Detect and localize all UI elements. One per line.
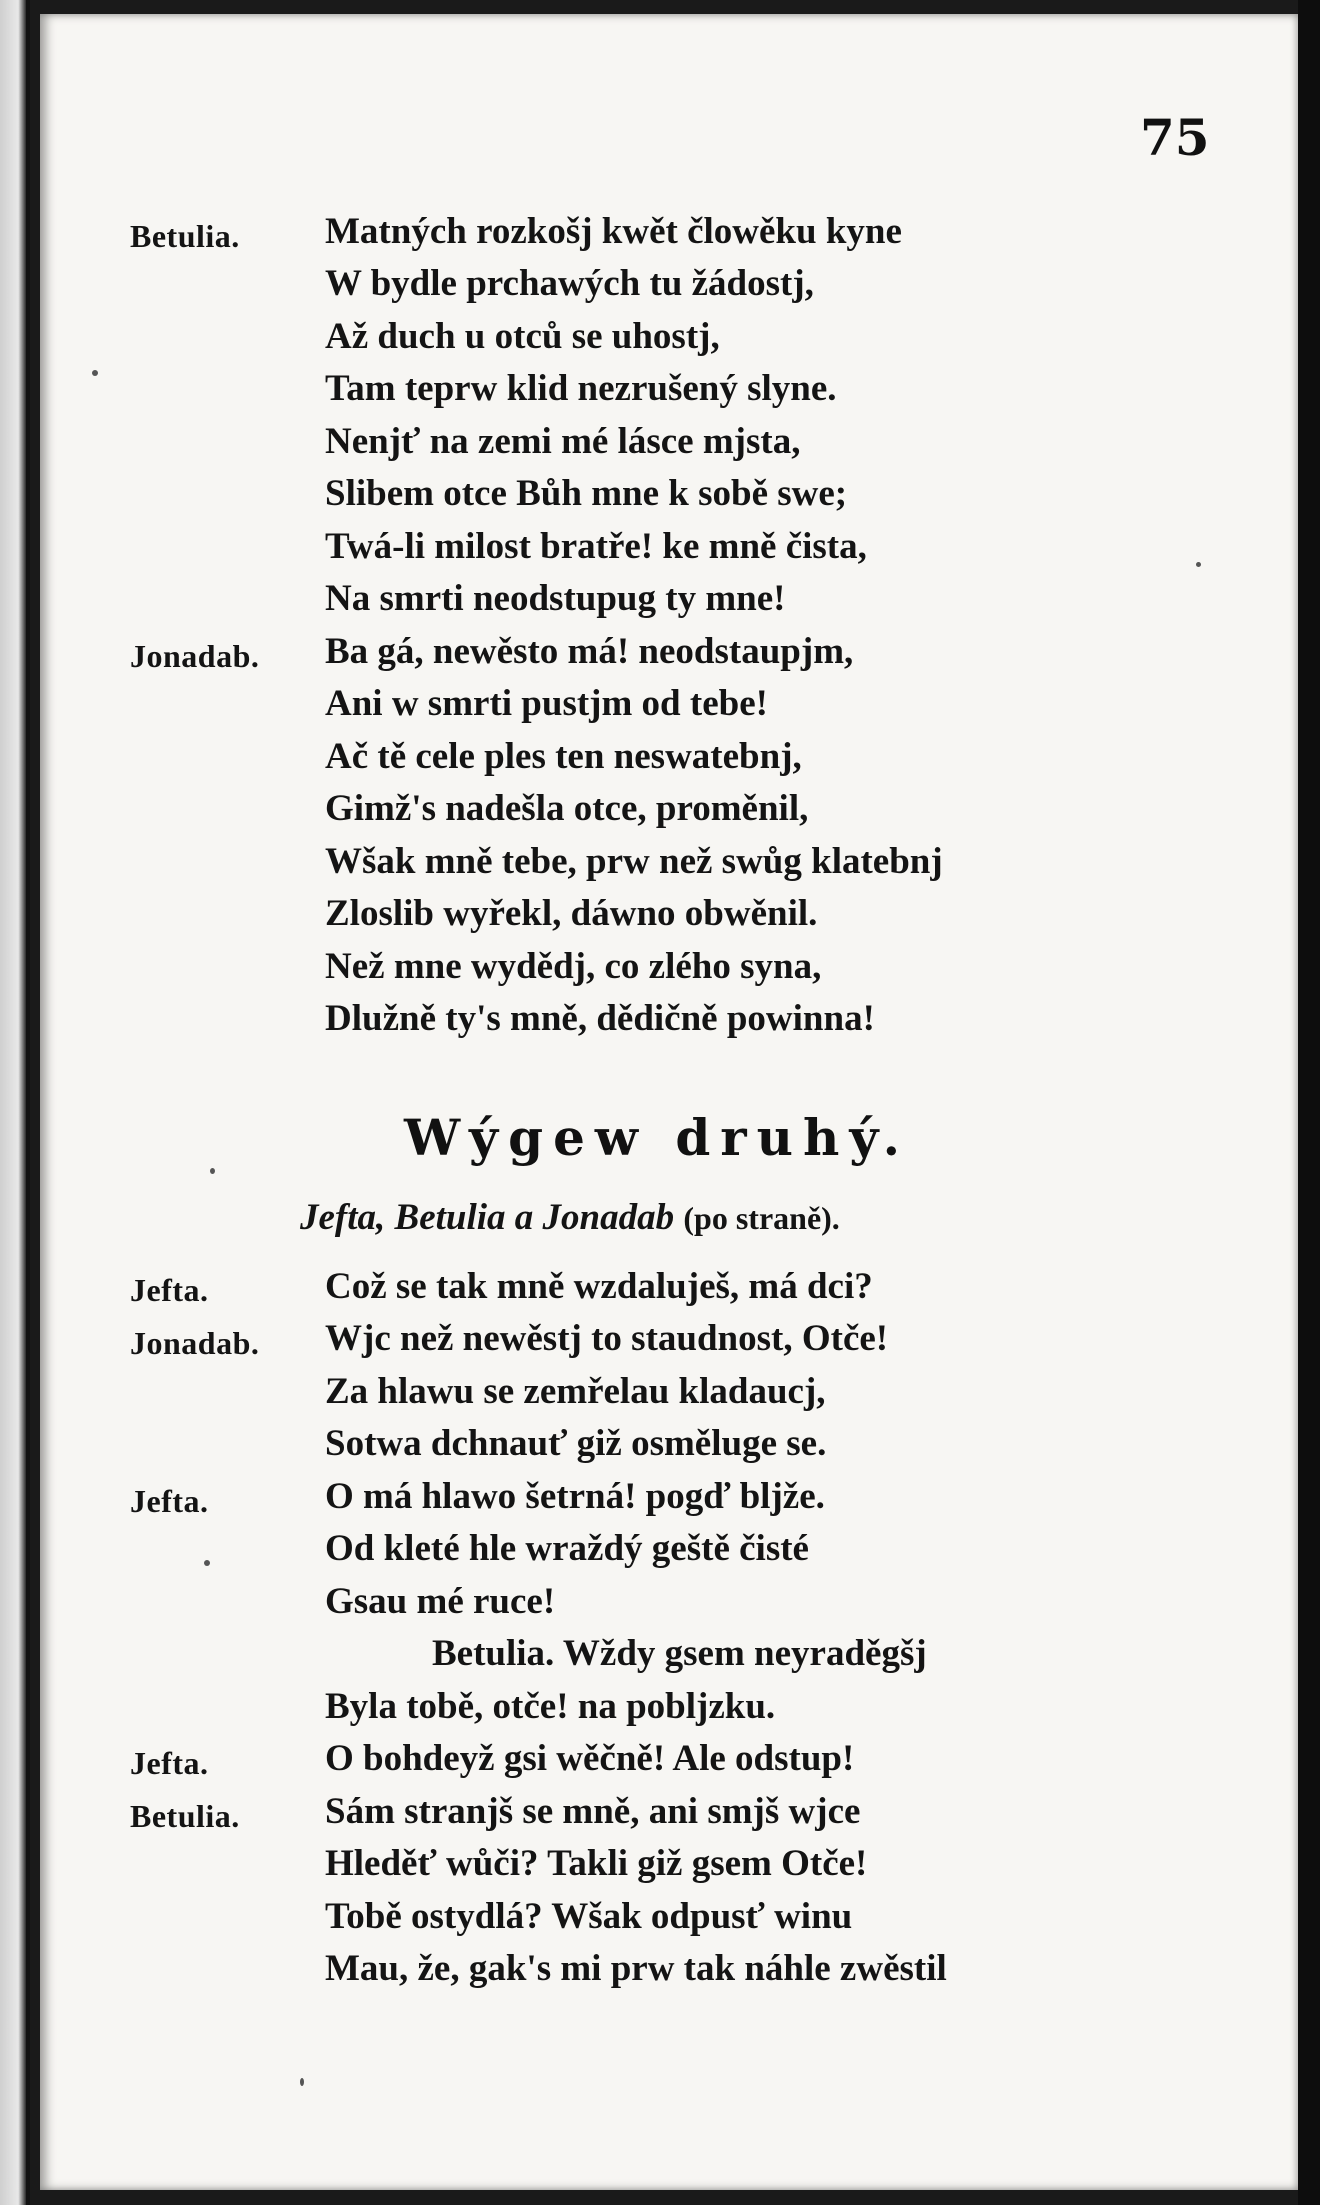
speaker-label: Jefta. — [130, 1745, 209, 1781]
verse-line: Což se tak mně wzdaluješ, má dci? — [325, 1266, 873, 1307]
print-speck — [210, 1168, 215, 1174]
scan-border — [1298, 0, 1320, 2205]
verse-line: O má hlawo šetrná! pogď bljže. — [325, 1476, 825, 1517]
verse-line: Slibem otce Bůh mne k sobě swe; — [325, 473, 848, 514]
verse-line: Mau, že, gak's mi prw tak náhle zwěstil — [325, 1948, 947, 1989]
verse-line: Byla tobě, otče! na pobljzku. — [325, 1686, 776, 1727]
speaker-label: Jonadab. — [130, 1325, 260, 1361]
verse-line: Ani w smrti pustjm od tebe! — [325, 683, 768, 724]
print-speck — [92, 370, 98, 376]
verse-line: Ba gá, newěsto má! neodstaupjm, — [325, 631, 854, 672]
verse-line: Na smrti neodstupug ty mne! — [325, 578, 786, 619]
verse-line: Sotwa dchnauť giž osměluge se. — [325, 1423, 827, 1464]
verse-line: Tobě ostydlá? Wšak odpusť winu — [325, 1896, 853, 1937]
print-speck — [204, 1560, 210, 1566]
speaker-label: Jefta. — [130, 1483, 209, 1519]
verse-line: Hleděť wůči? Takli giž gsem Otče! — [325, 1843, 868, 1884]
verse-line: Wšak mně tebe, prw než swůg klatebnj — [325, 841, 943, 882]
previous-page-edge — [0, 0, 26, 2205]
verse-line: Twá-li milost bratře! ke mně čista, — [325, 526, 867, 567]
verse-line: Betulia. Wždy gsem neyraděgšj — [432, 1633, 927, 1674]
verse-line: Gimž's nadešla otce, proměnil, — [325, 788, 809, 829]
verse-line: Dlužně ty's mně, dědičně powinna! — [325, 998, 875, 1039]
speaker-label: Jefta. — [130, 1272, 209, 1308]
verse-line: Než mne wydědj, co zlého syna, — [325, 946, 822, 987]
verse-line: O bohdeyž gsi wěčně! Ale odstup! — [325, 1738, 855, 1779]
verse-line: Až duch u otců se uhostj, — [325, 316, 720, 357]
speaker-label: Jonadab. — [130, 638, 260, 674]
stage-direction: (po straně). — [683, 1200, 840, 1236]
speaker-label: Betulia. — [130, 1798, 240, 1834]
scene-characters — [300, 1196, 840, 1239]
verse-line: Wjc než newěstj to staudnost, Otče! — [325, 1318, 889, 1359]
verse-line: Za hlawu se zemřelau kladaucj, — [325, 1371, 826, 1412]
verse-line: Sám stranjš se mně, ani smjš wjce — [325, 1791, 861, 1832]
verse-line: Tam teprw klid nezrušený slyne. — [325, 368, 837, 409]
verse-line: Nenjť na zemi mé lásce mjsta, — [325, 421, 801, 462]
print-speck — [1196, 562, 1201, 567]
print-speck — [300, 2078, 304, 2086]
scene-heading: Wýgew druhý. — [404, 1108, 911, 1167]
verse-line: Ač tě cele ples ten neswatebnj, — [325, 736, 802, 777]
verse-line: Zloslib wyřekl, dáwno obwěnil. — [325, 893, 818, 934]
verse-line: Od kleté hle wraždý geště čisté — [325, 1528, 809, 1569]
verse-line: W bydle prchawých tu žádostj, — [325, 263, 814, 304]
verse-line: Gsau mé ruce! — [325, 1581, 556, 1622]
speaker-label: Betulia. — [130, 218, 240, 254]
verse-line: Matných rozkošj kwět člowěku kyne — [325, 211, 902, 252]
character-names: Jefta, Betulia a Jonadab — [300, 1197, 675, 1238]
page-number: 75 — [1140, 108, 1210, 167]
